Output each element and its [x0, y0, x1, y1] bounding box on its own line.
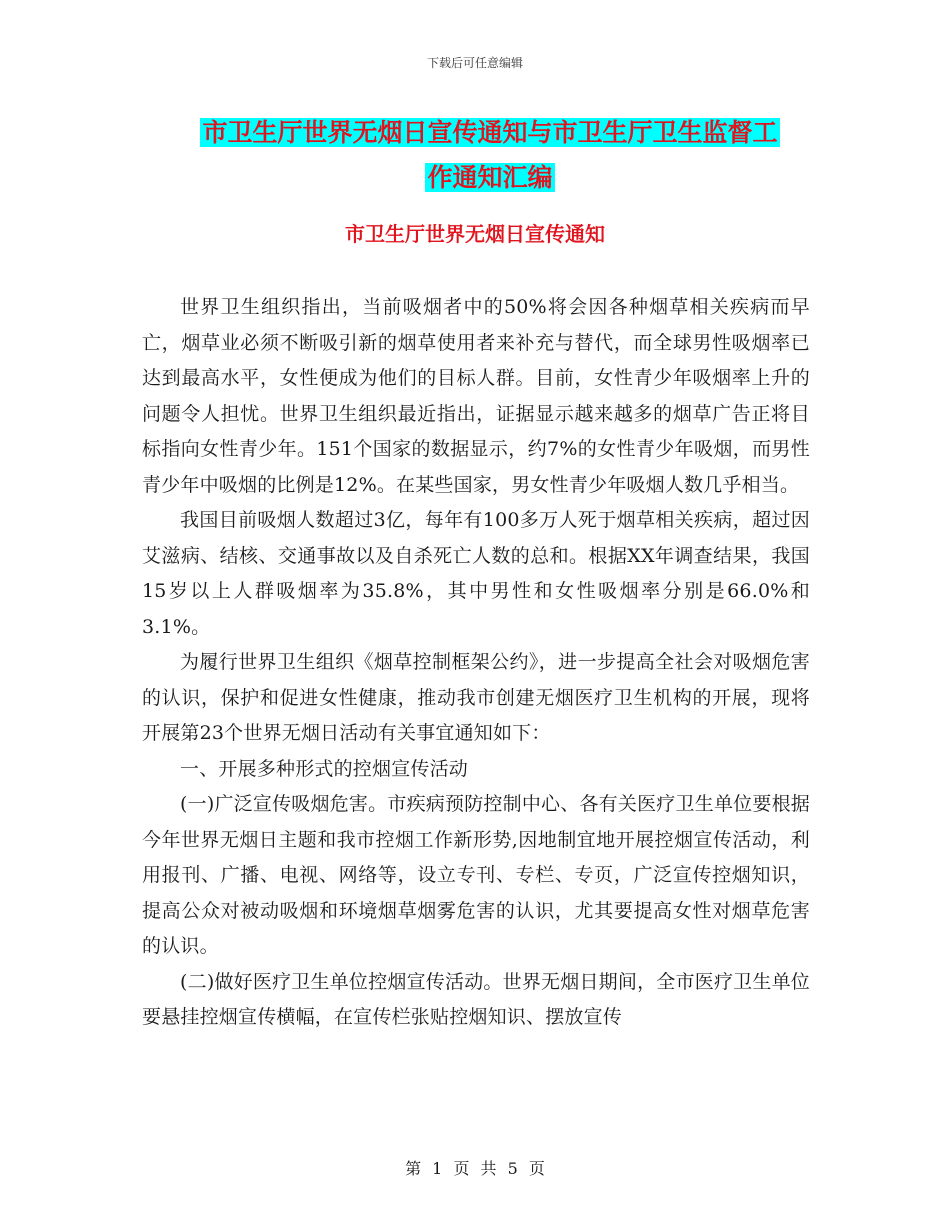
paragraph-4: (一)广泛宣传吸烟危害。市疾病预防控制中心、各有关医疗卫生单位要根据今年世界无烟日主题和我市控烟工作新形势,因地制宜地开展控烟宣传活动，利用报刊、广播、电视、网络等，设立专刊、专栏、专页，广泛宣传控烟知识，提高公众对被动吸烟和环境烟草烟雾危害的认识，尤其要提高女性对烟草危害的认识。	[142, 793, 810, 957]
document-body	[142, 290, 810, 1036]
paragraph-5: (二)做好医疗卫生单位控烟宣传活动。世界无烟日期间，全市医疗卫生单位要悬挂控烟宣传横幅，在宣传栏张贴控烟知识、摆放宣传	[142, 970, 810, 1028]
heading-item-1: 一、开展多种形式的控烟宣传活动	[180, 757, 469, 780]
header-note: 下载后可任意编辑	[426, 56, 523, 70]
document-title	[140, 110, 840, 200]
section-title: 市卫生厅世界无烟日宣传通知	[345, 222, 605, 246]
paragraph-3: 为履行世界卫生组织《烟草控制框架公约》，进一步提高全社会对吸烟危害的认识，保护和促进女性健康，推动我市创建无烟医疗卫生机构的开展，现将开展第23个世界无烟日活动有关事宜通知如下：	[142, 651, 810, 744]
paragraph-2: 我国目前吸烟人数超过3亿，每年有100多万人死于烟草相关疾病，超过因艾滋病、结核、交通事故以及自杀死亡人数的总和。根据XX年调查结果，我国15岁以上人群吸烟率为35.8%，其中男性和女性吸烟率分别是66.0%和3.1%。	[142, 509, 810, 638]
page-footer: 第 1 页 共 5 页	[405, 1159, 545, 1178]
paragraph-1: 世界卫生组织指出，当前吸烟者中的50%将会因各种烟草相关疾病而早亡，烟草业必须不断吸引新的烟草使用者来补充与替代，而全球男性吸烟率已达到最高水平，女性便成为他们的目标人群。目前，女性青少年吸烟率上升的问题令人担忧。世界卫生组织最近指出，证据显示越来越多的烟草广告正将目标指向女性青少年。151个国家的数据显示，约7%的女性青少年吸烟，而男性青少年中吸烟的比例是12%。在某些国家，男女性青少年吸烟人数几乎相当。	[142, 296, 810, 496]
document-title-line-2: 作通知汇编	[427, 163, 553, 192]
document-title-line-1: 市卫生厅世界无烟日宣传通知与市卫生厅卫生监督工	[202, 118, 778, 147]
